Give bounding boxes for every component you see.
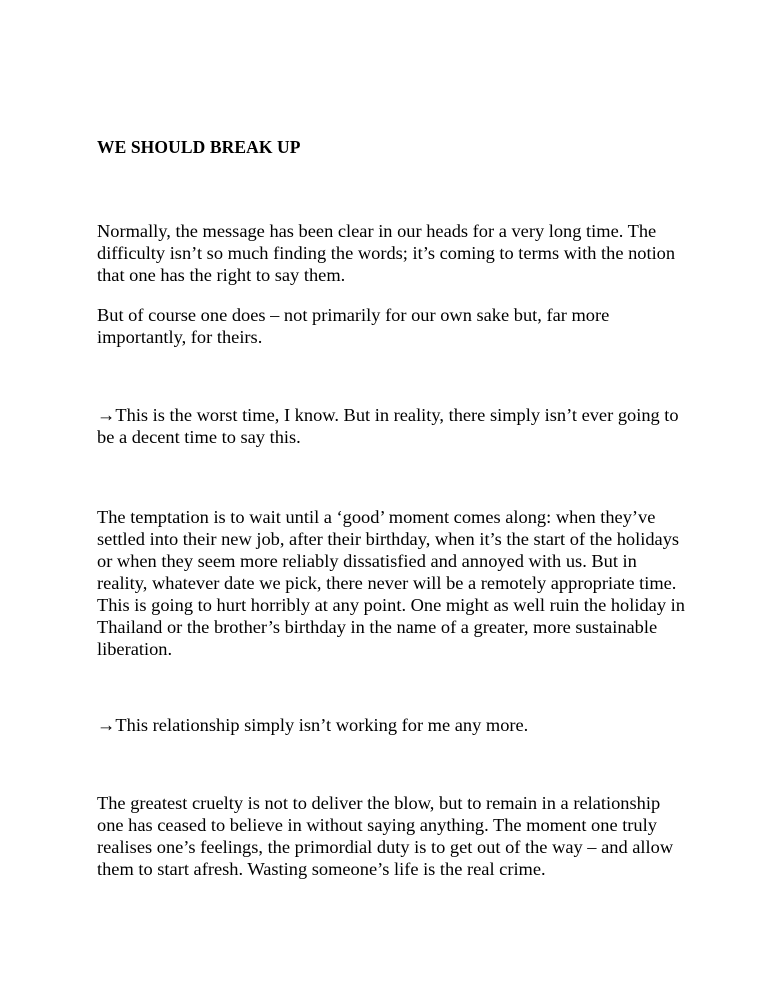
document-title: WE SHOULD BREAK UP [97, 137, 301, 157]
paragraph-4: The temptation is to wait until a ‘good’ moment comes along: when they’ve settled into their new job, after their birthday, when it’s the start of the holidays or when they seem more reliably dissatisfied and annoyed with us. But in reality, whatever date we pick, there never will be a remotely appropriate time. This is going to hurt horribly at any point. One might as well ruin the holiday in Thailand or the brother’s birthday in the name of a greater, more sustainable liberation. [97, 507, 685, 659]
paragraph-2: But of course one does – not primarily for our own sake but, far more importantly, for theirs. [97, 305, 610, 347]
paragraph-6: The greatest cruelty is not to deliver the blow, but to remain in a relationship one has ceased to believe in without saying anything. The moment one truly realises one’s feelings, the primordial duty is to get out of the way – and allow them to start afresh. Wasting someone’s life is the real crime. [97, 793, 674, 879]
paragraph-1: Normally, the message has been clear in our heads for a very long time. The difficulty isn’t so much finding the words; it’s coming to terms with the notion that one has the right to say them. [97, 221, 676, 285]
paragraph-5: →This relationship simply isn’t working for me any more. [97, 715, 529, 735]
paragraph-3: →This is the worst time, I know. But in reality, there simply isn’t ever going to be a decent time to say this. [97, 405, 679, 447]
